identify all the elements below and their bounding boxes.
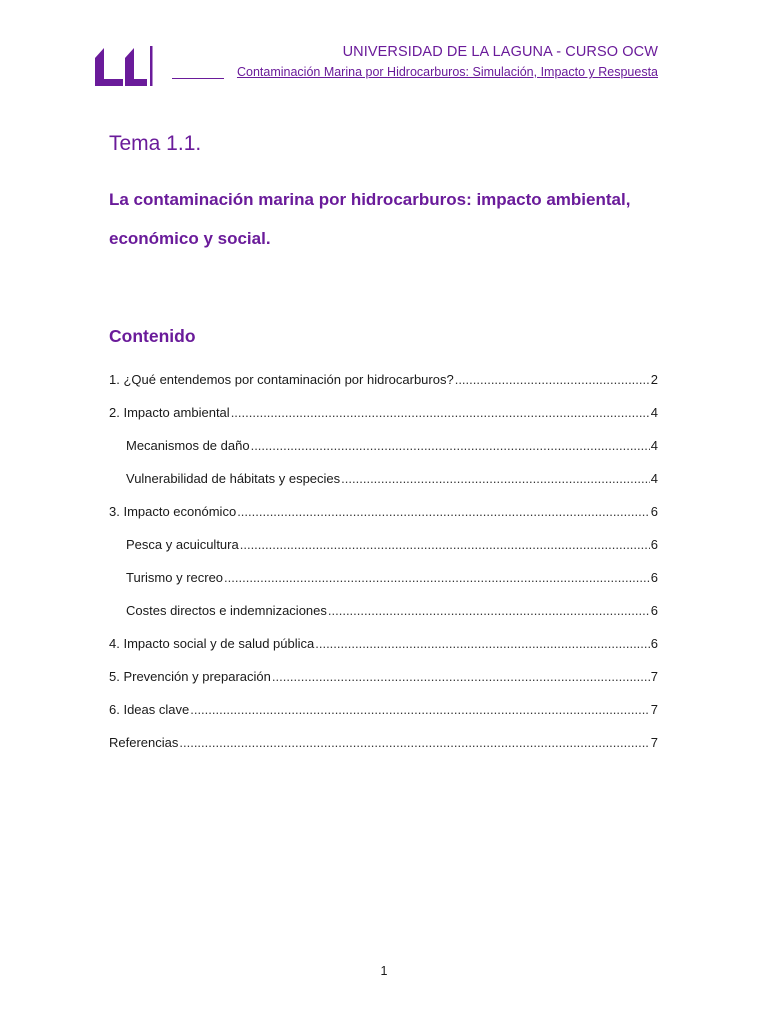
toc-dot-leader xyxy=(315,633,650,655)
toc-entry-page: 7 xyxy=(650,702,658,717)
university-logo xyxy=(95,44,155,86)
header-university-title: UNIVERSIDAD DE LA LAGUNA - CURSO OCW xyxy=(342,44,658,60)
topic-title: La contaminación marina por hidrocarburos: impacto ambiental, económico y social. xyxy=(109,190,631,248)
toc-dot-leader xyxy=(341,468,650,490)
toc-dot-leader xyxy=(179,732,649,754)
toc-entry-label: 1. ¿Qué entendemos por contaminación por hidrocarburos? xyxy=(109,372,454,387)
toc-dot-leader xyxy=(224,567,650,589)
toc-entry[interactable] xyxy=(109,600,658,633)
toc-entry-page: 4 xyxy=(650,438,658,453)
topic-number: Tema 1.1. xyxy=(109,132,202,155)
toc-entry-page: 6 xyxy=(650,636,658,651)
toc-entry[interactable] xyxy=(109,501,658,534)
toc-entry-label: 6. Ideas clave xyxy=(109,702,190,717)
contents-heading: Contenido xyxy=(109,326,196,346)
toc-entry[interactable] xyxy=(109,567,658,600)
toc-entry-label: 4. Impacto social y de salud pública xyxy=(109,636,315,651)
toc-dot-leader xyxy=(237,501,650,523)
toc-entry-label: Turismo y recreo xyxy=(126,570,224,585)
toc-entry[interactable] xyxy=(109,402,658,435)
toc-entry-label: Costes directos e indemnizaciones xyxy=(126,603,327,618)
toc-entry-page: 6 xyxy=(650,603,658,618)
toc-entry-label: 5. Prevención y preparación xyxy=(109,669,271,684)
toc-dot-leader xyxy=(190,699,650,721)
toc-entry-page: 7 xyxy=(650,669,658,684)
toc-entry-page: 6 xyxy=(650,504,658,519)
toc-entry[interactable] xyxy=(109,666,658,699)
toc-entry[interactable] xyxy=(109,468,658,501)
table-of-contents xyxy=(109,369,658,765)
toc-entry-page: 7 xyxy=(650,735,658,750)
page-number: 1 xyxy=(380,964,388,978)
toc-dot-leader xyxy=(455,369,650,391)
toc-dot-leader xyxy=(328,600,650,622)
header-course-subtitle: Contaminación Marina por Hidrocarburos: Simulación, Impacto y Respuesta xyxy=(236,65,658,79)
toc-entry-label: Pesca y acuicultura xyxy=(126,537,239,552)
toc-entry-page: 4 xyxy=(650,471,658,486)
toc-entry-label: Referencias xyxy=(109,735,179,750)
toc-dot-leader xyxy=(251,435,650,457)
toc-entry-label: Mecanismos de daño xyxy=(126,438,250,453)
toc-entry[interactable] xyxy=(109,369,658,402)
toc-entry-label: 3. Impacto económico xyxy=(109,504,237,519)
toc-entry[interactable] xyxy=(109,699,658,732)
toc-entry[interactable] xyxy=(109,534,658,567)
toc-dot-leader xyxy=(231,402,650,424)
toc-dot-leader xyxy=(240,534,650,556)
toc-entry-label: Vulnerabilidad de hábitats y especies xyxy=(126,471,341,486)
toc-entry[interactable] xyxy=(109,633,658,666)
toc-entry-page: 6 xyxy=(650,537,658,552)
toc-entry-page: 2 xyxy=(650,372,658,387)
toc-entry[interactable] xyxy=(109,435,658,468)
toc-entry-label: 2. Impacto ambiental xyxy=(109,405,230,420)
header-rule xyxy=(172,78,224,79)
toc-entry-page: 6 xyxy=(650,570,658,585)
toc-dot-leader xyxy=(272,666,650,688)
toc-entry[interactable] xyxy=(109,732,658,765)
toc-entry-page: 4 xyxy=(650,405,658,420)
